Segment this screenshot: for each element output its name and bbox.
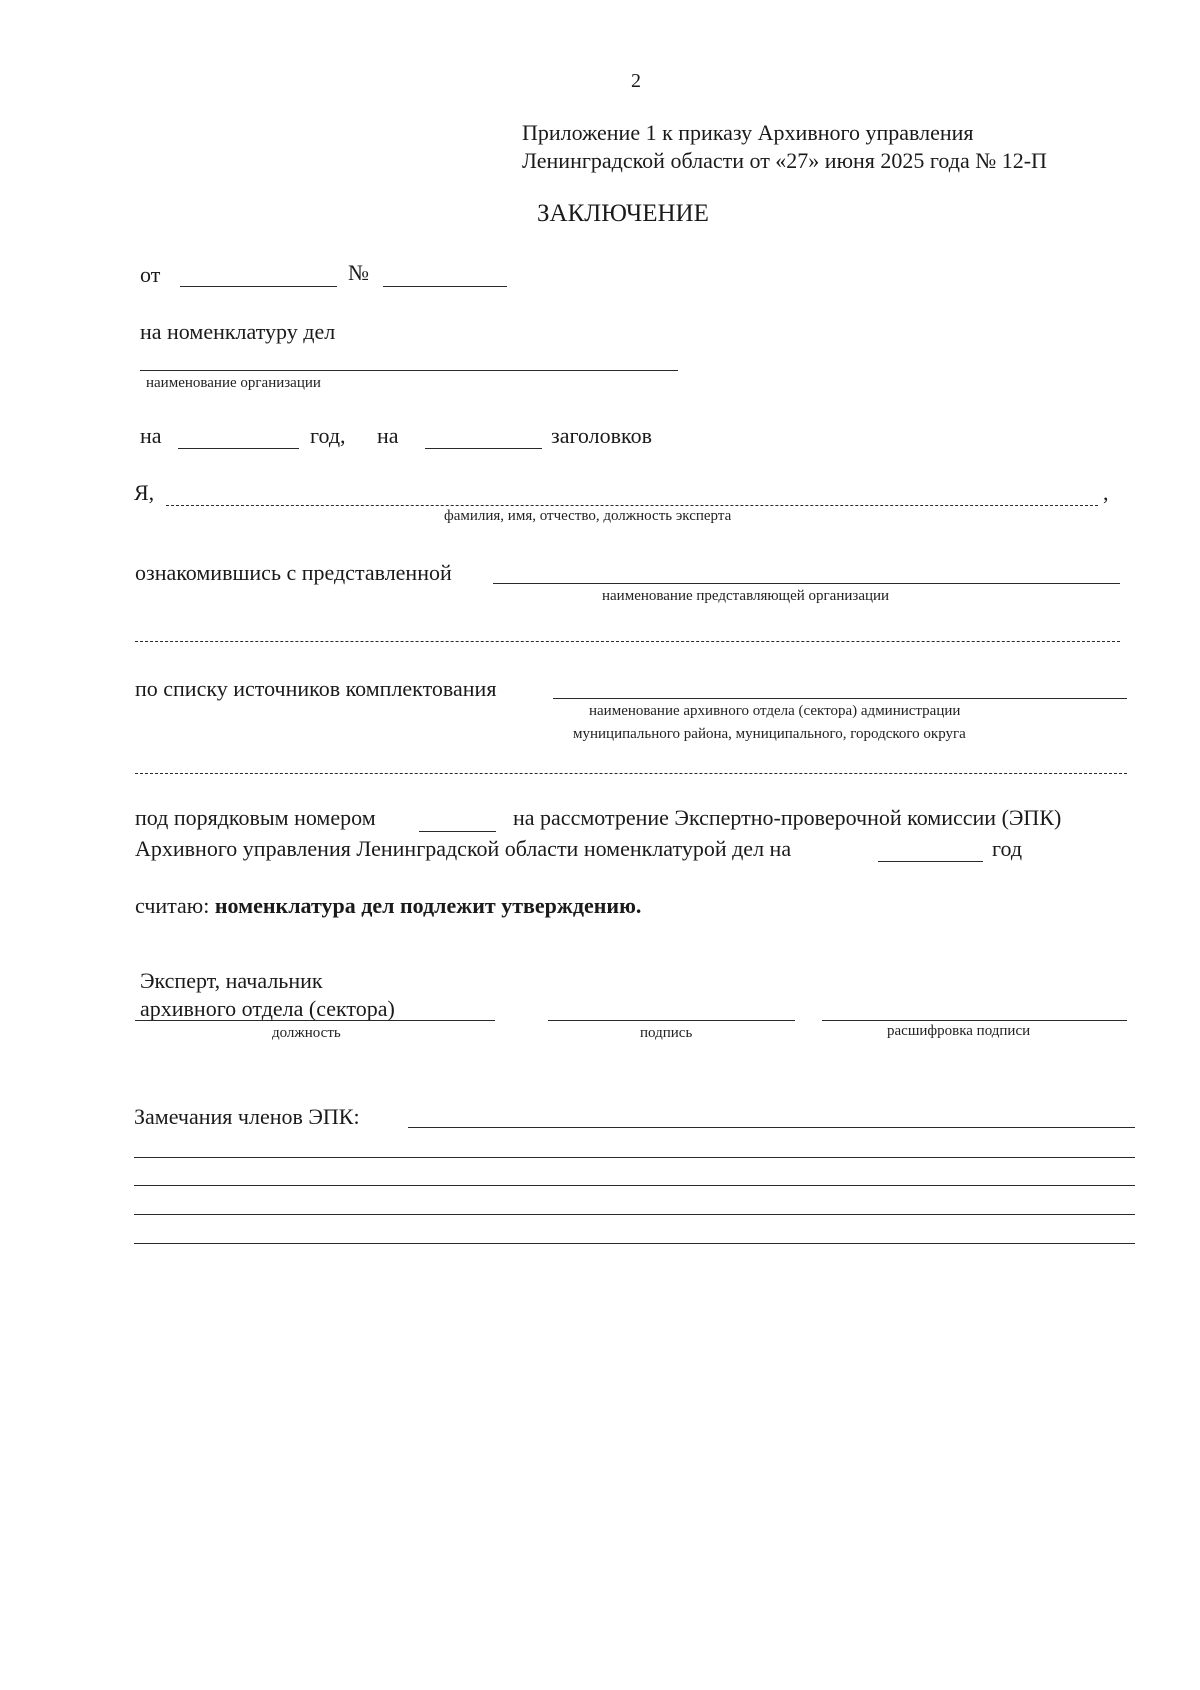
order-line1-left: под порядковым номером [135, 805, 376, 830]
headings-count-field-line[interactable] [425, 448, 542, 449]
presenting-org-caption: наименование представляющей организации [602, 588, 890, 604]
nomenclature-label: на номенклатуру дел [140, 319, 336, 344]
expert-comma: , [1103, 480, 1109, 505]
number-field-line[interactable] [383, 286, 507, 287]
archive-dept-continuation-line[interactable] [135, 773, 1127, 774]
position-caption: должность [272, 1025, 341, 1041]
archive-dept-caption-1: наименование архивного отдела (сектора) администрации [589, 703, 961, 719]
order-line2-right: год [992, 836, 1023, 861]
na2-label: на [377, 423, 399, 448]
na-label: на [140, 423, 162, 448]
number-sign: № [348, 260, 369, 285]
signature-decoding-field-line[interactable] [822, 1020, 1127, 1021]
conclusion-text [135, 893, 641, 919]
headings-label: заголовков [551, 423, 652, 448]
nomenclature-year-field-line[interactable] [878, 861, 983, 862]
appendix-line-1: Приложение 1 к приказу Архивного управления [522, 120, 974, 145]
signature-field-line[interactable] [548, 1020, 795, 1021]
organization-field-line[interactable] [140, 370, 678, 371]
date-field-line[interactable] [180, 286, 337, 287]
remarks-line-3[interactable] [134, 1185, 1135, 1186]
organization-caption: наименование организации [146, 375, 321, 391]
ordinal-number-field-line[interactable] [419, 831, 496, 832]
expert-field-line[interactable] [166, 505, 1098, 506]
remarks-line-1[interactable] [408, 1127, 1135, 1128]
order-line1-right: на рассмотрение Экспертно-проверочной комиссии (ЭПК) [513, 805, 1062, 830]
appendix-line-2: Ленинградской области от «27» июня 2025 года № 12-П [522, 148, 1047, 173]
presenting-org-continuation-line[interactable] [135, 641, 1120, 642]
signature-position-1: Эксперт, начальник [140, 968, 323, 993]
remarks-line-5[interactable] [134, 1243, 1135, 1244]
presenting-org-field-line[interactable] [493, 583, 1120, 584]
reviewed-label: ознакомившись с представленной [135, 560, 452, 585]
document-title: ЗАКЛЮЧЕНИЕ [537, 200, 709, 227]
expert-caption: фамилия, имя, отчество, должность эксперта [444, 508, 732, 524]
remarks-line-2[interactable] [134, 1157, 1135, 1158]
remarks-label: Замечания членов ЭПК: [134, 1104, 360, 1129]
sources-label: по списку источников комплектования [135, 676, 497, 701]
remarks-line-4[interactable] [134, 1214, 1135, 1215]
signature-decoding-caption: расшифровка подписи [887, 1023, 1031, 1039]
conclusion-prefix: считаю: [135, 893, 210, 918]
conclusion-verdict: номенклатура дел подлежит утверждению. [214, 893, 642, 918]
signature-position-2: архивного отдела (сектора) [140, 996, 395, 1021]
from-label: от [140, 262, 161, 287]
archive-dept-field-line[interactable] [553, 698, 1127, 699]
position-field-line[interactable] [135, 1020, 495, 1021]
ya-label: Я, [134, 480, 155, 505]
page-number: 2 [631, 70, 641, 92]
year-label: год, [310, 423, 346, 448]
order-line2-left: Архивного управления Ленинградской области номенклатурой дел на [135, 836, 792, 861]
year-field-line[interactable] [178, 448, 299, 449]
signature-caption: подпись [640, 1025, 693, 1041]
archive-dept-caption-2: муниципального района, муниципального, городского округа [573, 726, 966, 742]
